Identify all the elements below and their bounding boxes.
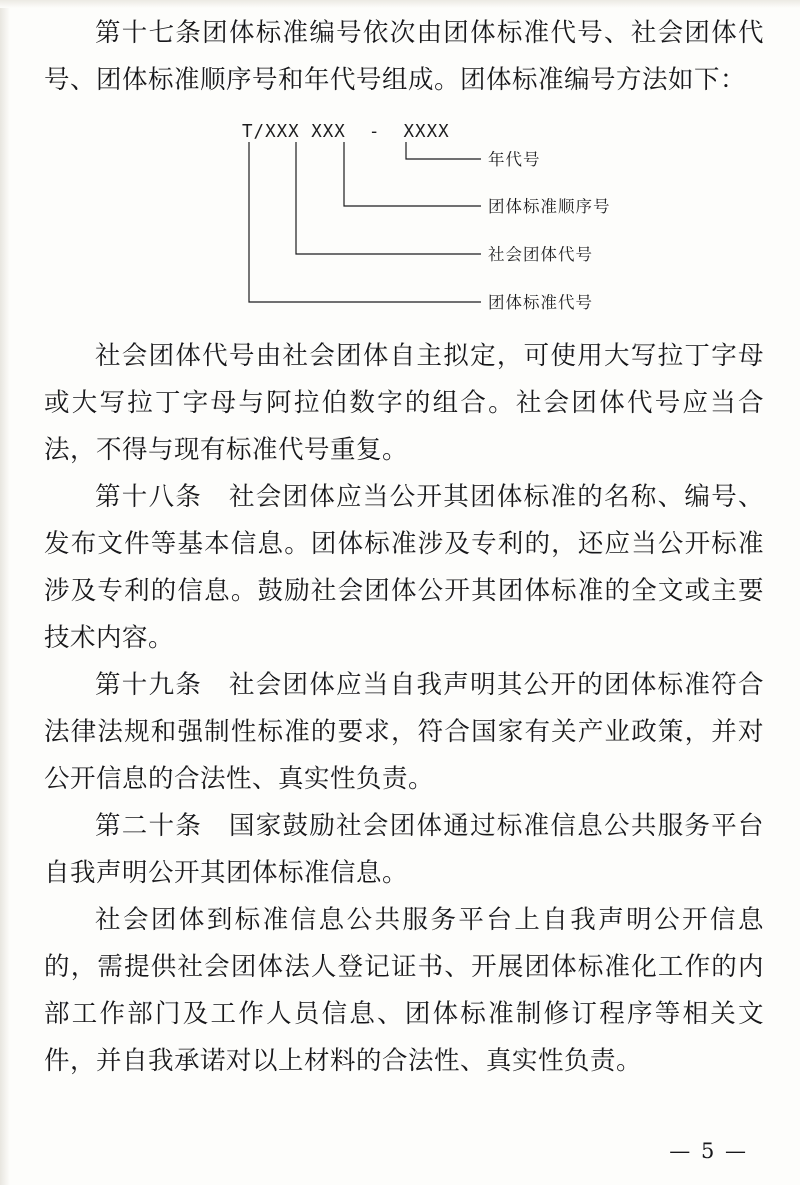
paragraph-society-code: 社会团体代号由社会团体自主拟定，可使用大写拉丁字母或大写拉丁字母与阿拉伯数字的组合。社会团体代号应当合法，不得与现有标准代号重复。 [44,341,764,465]
page-edge-shadow-left [0,0,10,1185]
diagram-label-standard-code: 团体标准代号 [488,293,593,312]
paragraph-platform-declaration: 社会团体到标准信息公共服务平台上自我声明公开信息的，需提供社会团体法人登记证书、开展团体标准化工作的内部工作部门及工作人员信息、团体标准制修订程序等相关文件，并自我承诺对以上材料的合法性、真实性负责。 [44,905,764,1076]
diagram-code-sample: T/XXX XXX - XXXX [242,122,450,142]
page-number: — 5 — [669,1139,748,1163]
diagram-label-sequence-number: 团体标准顺序号 [488,197,611,216]
paragraph-article-17: 第十七条团体标准编号依次由团体标准代号、社会团体代号、团体标准顺序号和年代号组成。团体标准编号方法如下： [44,18,764,95]
standard-number-diagram [44,114,764,329]
paragraph-article-20: 第二十条 国家鼓励社会团体通过标准信息公共服务平台自我声明公开其团体标准信息。 [44,811,764,888]
diagram-label-year-code: 年代号 [488,150,541,169]
diagram-label-society-code: 社会团体代号 [488,245,593,264]
paragraph-article-18: 第十八条 社会团体应当公开其团体标准的名称、编号、发布文件等基本信息。团体标准涉及专利的，还应当公开标准涉及专利的信息。鼓励社会团体公开其团体标准的全文或主要技术内容。 [44,482,764,653]
page-edge-shadow-top [0,0,800,8]
paragraph-article-19: 第十九条 社会团体应当自我声明其公开的团体标准符合法律法规和强制性标准的要求，符合国家有关产业政策，并对公开信息的合法性、真实性负责。 [44,670,764,794]
